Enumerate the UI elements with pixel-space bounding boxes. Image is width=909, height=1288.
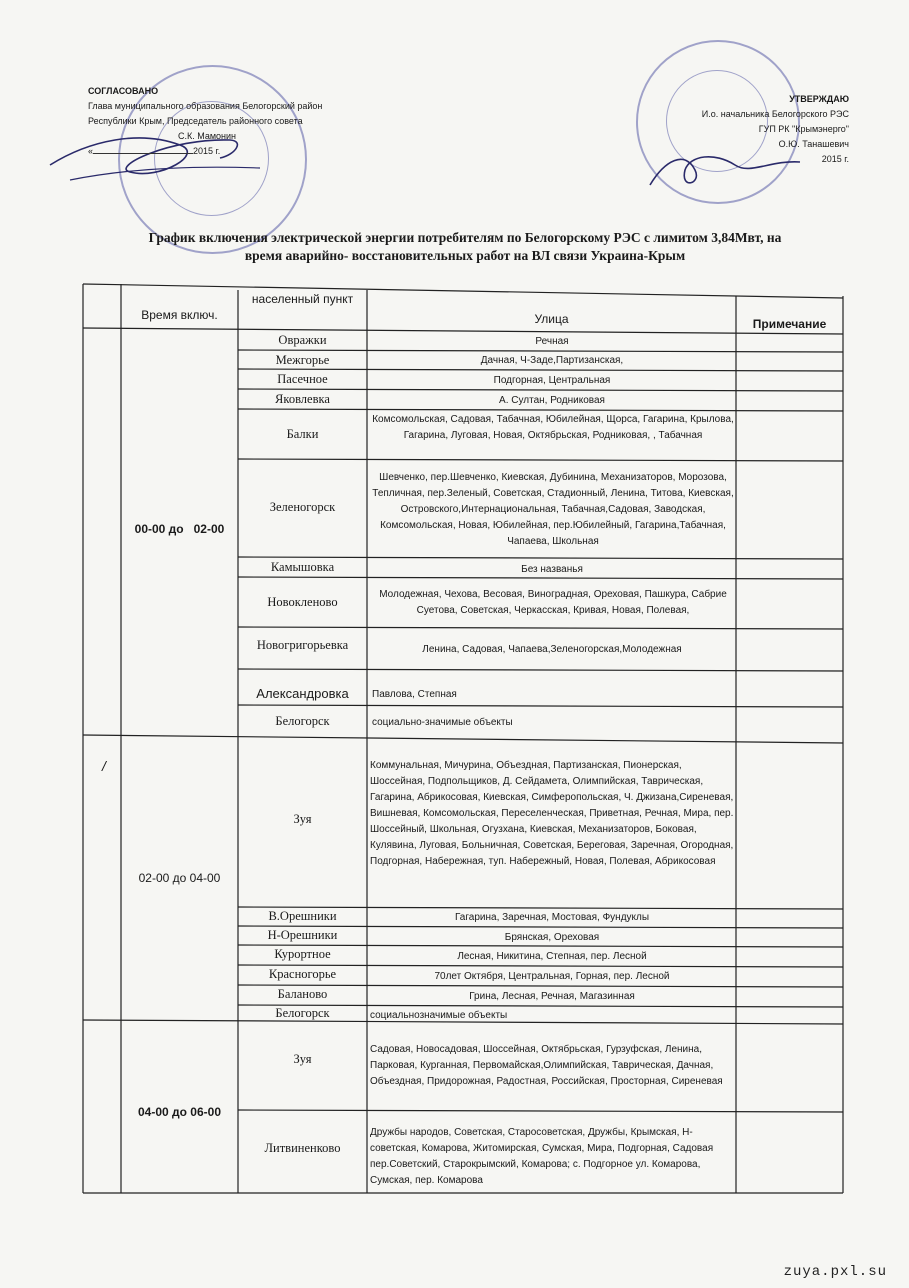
- block1-street-10: социально-значимые объекты: [372, 717, 513, 728]
- block1-place-6: Камышовка: [270, 560, 335, 574]
- block3-street-1: Дружбы народов, Советская, Старосоветская, Дружбы, Крымская, Н-советская, Комарова, Житомирская, Сумская, Мира, Подгорная, Садовая пер.Советский, Старокрымский, Комарова; с. Подгорное ул. Комарова, Сумская, пер. Комарова: [370, 1127, 714, 1186]
- block1-place-5: Зеленогорск: [269, 500, 336, 514]
- approval-block-right: [589, 92, 849, 167]
- approval-left-quote: «: [88, 146, 94, 156]
- block2-place-3: Курортное: [274, 947, 331, 961]
- block2-street-2: Брянская, Ореховая: [504, 932, 600, 943]
- block1-street-1: Дачная, Ч-Заде,Партизанская,: [480, 355, 624, 366]
- approval-right-line5: 2015 г.: [821, 154, 849, 164]
- block3-place-1: Литвиненково: [264, 1141, 341, 1155]
- block1-place-4: Балки: [286, 427, 319, 441]
- block1-street-9: Павлова, Степная: [372, 689, 457, 700]
- approval-block-left: [88, 84, 388, 159]
- block3-street-0: Садовая, Новосадовая, Шоссейная, Октябрьская, Гурзуфская, Ленина, Парковая, Курганная, Первомайская,Олимпийская, Таврическая, Дачная, Объездная, Придорожная, Радостная, Российская, Просторная, Сиреневая: [370, 1044, 723, 1087]
- block1-place-0: Овражки: [278, 333, 327, 347]
- approval-right-line2: И.о. начальника Белогорского РЭС: [701, 109, 849, 119]
- block2-place-2: Н-Орешники: [267, 928, 338, 942]
- approval-left-line3: Республики Крым, Председатель районного совета: [88, 116, 303, 126]
- block1-place-10: Белогорск: [275, 714, 330, 728]
- block2-place-6: Белогорск: [275, 1006, 330, 1020]
- block2-street-3: Лесная, Никитина, Степная, пер. Лесной: [457, 951, 647, 962]
- header-note: Примечание: [752, 317, 827, 331]
- block3-time: 04-00 до 06-00: [138, 1105, 221, 1119]
- block2-time: 02-00 до 04-00: [138, 871, 221, 885]
- block1-place-7: Новокленово: [267, 595, 338, 609]
- approval-left-line2: Глава муниципального образования Белогорский район: [88, 101, 323, 111]
- document-title: [95, 229, 835, 265]
- block2-street-5: Грина, Лесная, Речная, Магазинная: [469, 991, 635, 1002]
- block1-street-2: Подгорная, Центральная: [493, 375, 611, 386]
- block2-place-1: В.Орешники: [268, 909, 337, 923]
- header-street: Улица: [534, 312, 569, 326]
- block2-street-6: социальнозначимые объекты: [370, 1010, 508, 1021]
- margin-mark: /: [102, 758, 106, 774]
- approval-right-line1: УТВЕРЖДАЮ: [789, 94, 849, 104]
- block1-street-7: Молодежная, Чехова, Весовая, Виноградная, Ореховая, Пашкура, Сабрие Суетова, Советская, Черкасская, Кривая, Новая, Полевая,: [379, 589, 727, 616]
- approval-left-line1: СОГЛАСОВАНО: [88, 86, 159, 96]
- block2-place-4: Красногорье: [268, 967, 337, 981]
- title-line2: время аварийно- восстановительных работ на ВЛ связи Украина-Крым: [244, 248, 686, 263]
- block1-place-9: Александровка: [256, 686, 349, 701]
- block2-street-4: 70лет Октября, Центральная, Горная, пер. Лесной: [434, 971, 670, 982]
- block2-street-0: Коммунальная, Мичурина, Объездная, Партизанская, Пионерская, Шоссейная, Подпольщиков, Д. Сейдамета, Олимпийская, Таврическая, Гагарина, Абрикосовая, Киевская, Симферопольская, Ч. Джизана,Сиреневая, Вишневая, Комсомольская, Переселенческая, Приветная, Речная, Мира, пер. Шоссейный, Школьная, Огузхана, Киевская, Механизаторов, Боковая, Кулявина, Луговая, Больничная, Советская, Береговая, Заречная, Огородная, Подгорная, Набережная, туп. Набережный, Новая, Полевая, Абрикосовая: [370, 760, 734, 867]
- block1-street-3: А. Султан, Родниковая: [499, 395, 605, 406]
- header-time: Время включ.: [141, 308, 218, 322]
- block1-place-3: Яковлевка: [275, 392, 330, 406]
- approval-right-line3: ГУП РК "Крымэнерго": [758, 124, 849, 134]
- block2-street-1: Гагарина, Заречная, Мостовая, Фундуклы: [454, 912, 650, 923]
- approval-left-year: 2015 г.: [193, 146, 221, 156]
- approval-left-line4: С.К. Мамонин: [178, 131, 237, 141]
- block1-time: 00-00 до 02-00: [134, 522, 225, 536]
- watermark: zuya.pxl.su: [783, 1264, 887, 1280]
- title-line1: График включения электрической энергии потребителям по Белогорскому РЭС с лимитом 3,84Мвт, на: [148, 230, 782, 245]
- block2-place-0: Зуя: [293, 812, 312, 826]
- block2-place-5: Баланово: [277, 987, 328, 1001]
- approval-right-line4: О.Ю. Танашевич: [778, 139, 849, 149]
- block1-street-5: Шевченко, пер.Шевченко, Киевская, Дубинина, Механизаторов, Морозова, Тепличная, пер.Зеленый, Советская, Стадионный, Ленина, Титова, Киевская, Островского,Интернациональная, Табачная,Садовая, Заводская, Комсомольская, Новая, Юбилейная, пер.Юбилейный, Гагарина,Табачная, Чапаева, Школьная: [372, 472, 734, 547]
- block1-street-6: Без названья: [521, 564, 583, 575]
- block1-place-1: Межгорье: [275, 353, 330, 367]
- block1-street-8: Ленина, Садовая, Чапаева,Зеленогорская,Молодежная: [422, 644, 682, 655]
- block3-place-0: Зуя: [293, 1052, 312, 1066]
- header-settlement: населенный пункт: [251, 292, 354, 306]
- block1-street-4: Комсомольская, Садовая, Табачная, Юбилейная, Щорса, Гагарина, Крылова, Гагарина, Луговая, Новая, Октябрьская, Родниковая, , Табачная: [372, 414, 734, 441]
- block1-place-2: Пасечное: [277, 372, 328, 386]
- block1-place-8: Новогригорьевка: [256, 638, 349, 652]
- block1-street-0: Речная: [535, 336, 569, 347]
